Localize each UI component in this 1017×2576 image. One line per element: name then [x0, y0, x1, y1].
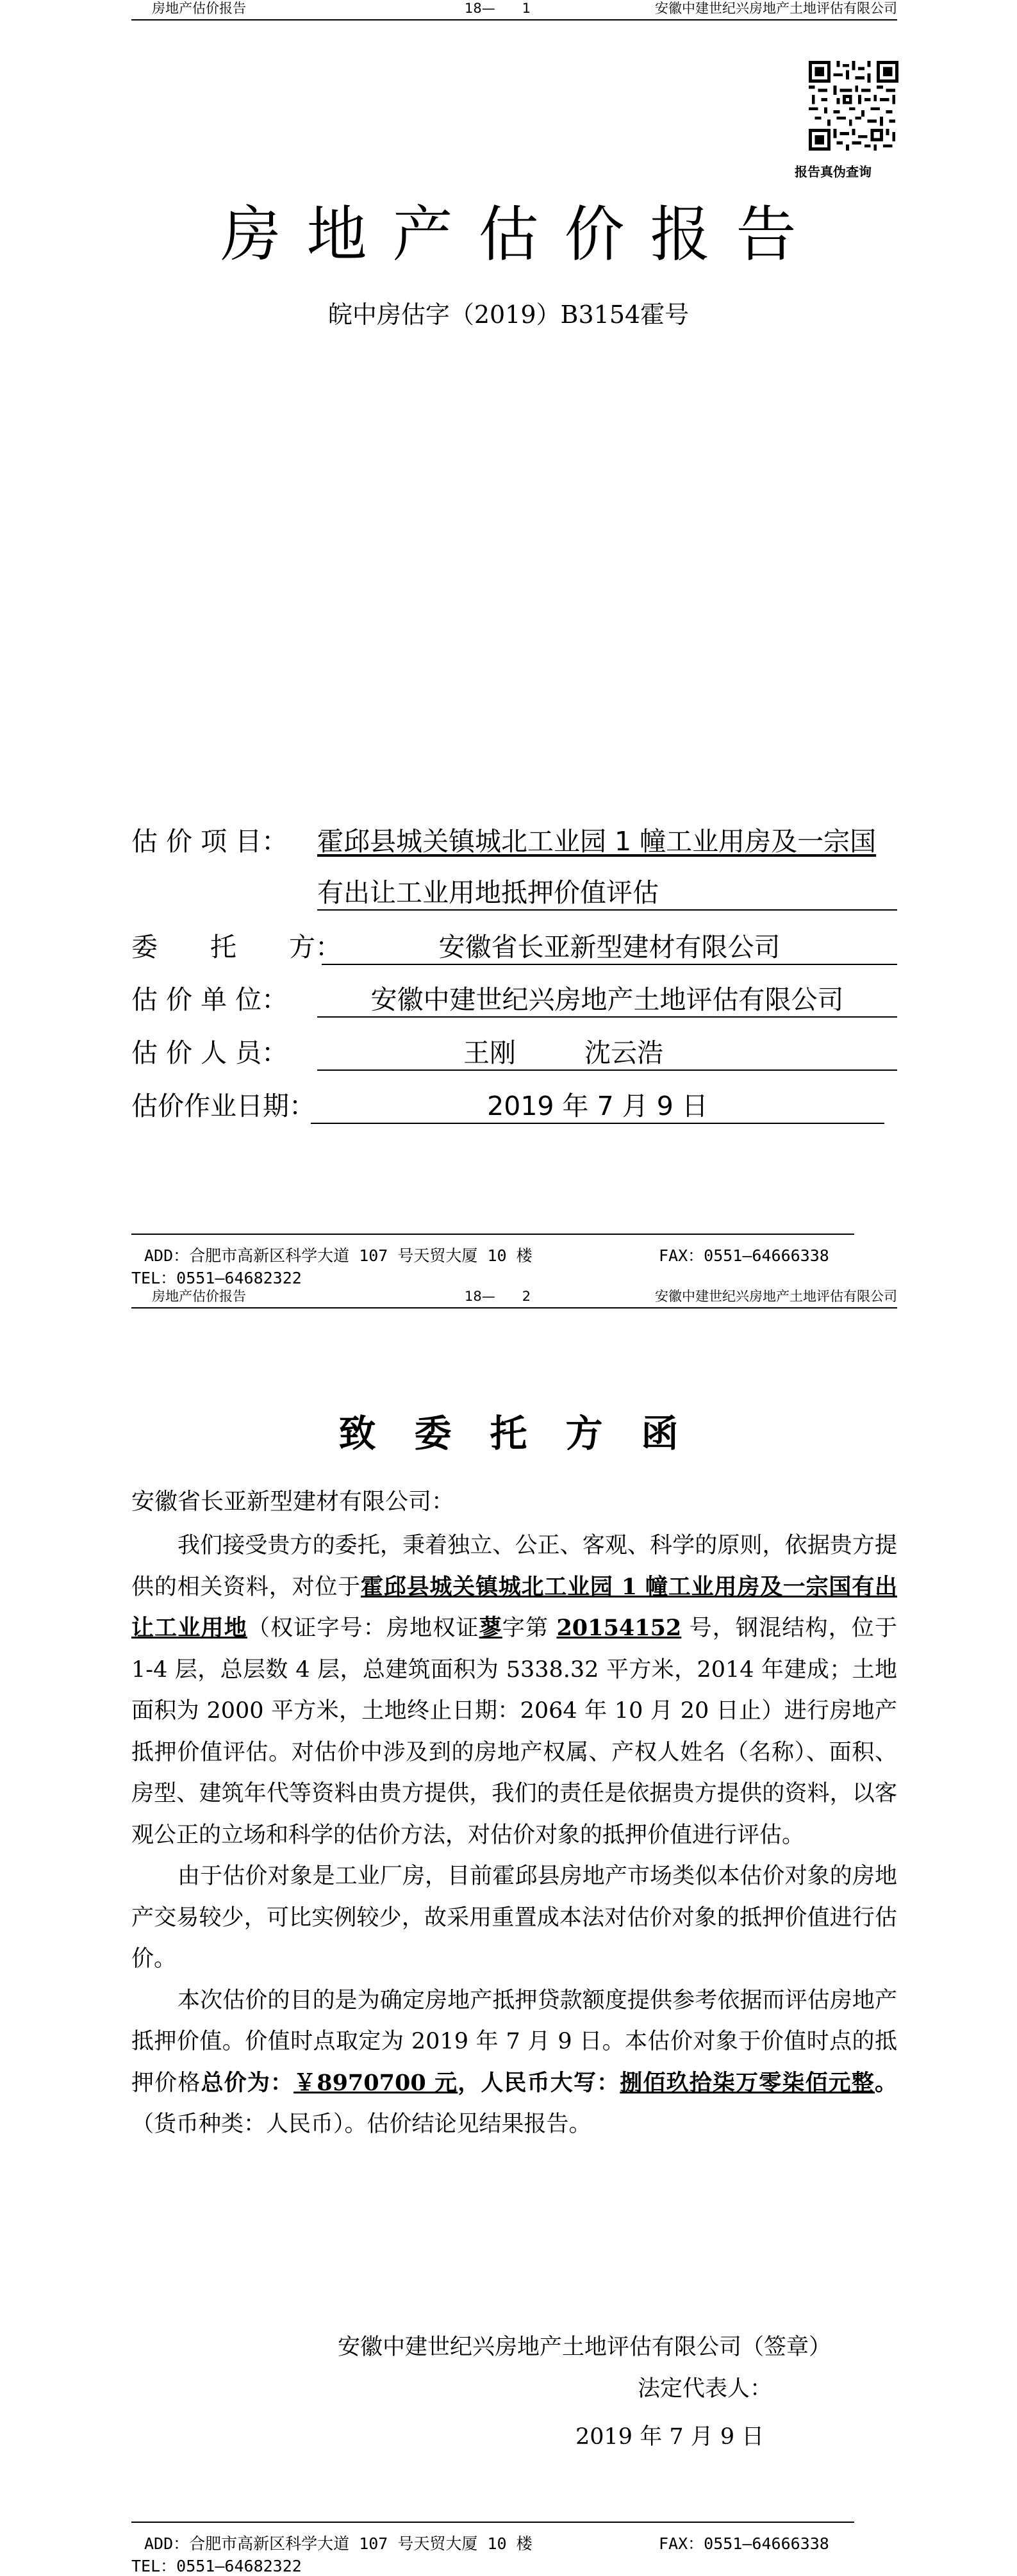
- property-address: 霍邱县城关镇城北工业园 1 幢工业用房及一宗国有出让工业用地: [131, 1573, 897, 1641]
- paragraph-1: [131, 1525, 897, 1856]
- header-right: 安徽中建世纪兴房地产土地评估有限公司: [655, 1289, 897, 1304]
- paragraph-2: 由于估价对象是工业厂房，目前霍邱县房地产市场类似本估价对象的房地产交易较少，可比实例较少，故采用重置成本法对估价对象的抵押价值进行估价。: [131, 1863, 897, 1972]
- footer-tel: TEL：0551—64682322: [131, 1269, 302, 1287]
- footer-address: ADD：合肥市高新区科学大道 107 号天贸大厦 10 楼: [144, 2534, 533, 2553]
- certificate-number: 20154152: [556, 1615, 682, 1641]
- header-page-number: 18— 2: [465, 1289, 531, 1304]
- signature-date: 2019 年 7 月 9 日: [575, 2424, 765, 2450]
- p1-text-1: 我们接受贵方的委托，秉着独立、公正、客观、科学的原则，依据贵方提供的相关资料，对位于: [131, 1533, 897, 1600]
- client-label: 委 托 方：: [131, 932, 342, 962]
- appraiser-name-1: 王刚: [463, 1037, 516, 1068]
- p3-text-2: （货币种类：人民币）。估价结论见结果报告。: [131, 2111, 591, 2137]
- p1-text-2: （权证字号：房地权证: [247, 1615, 479, 1641]
- date-value: 2019 年 7 月 9 日: [311, 1085, 884, 1124]
- qr-caption: 报告真伪查询: [795, 164, 872, 179]
- paragraph-3: [131, 1980, 897, 2145]
- p1-text-3: 字第: [502, 1615, 557, 1641]
- salutation: 安徽省长亚新型建材有限公司：: [131, 1489, 455, 1515]
- client-value: 安徽省长亚新型建材有限公司: [322, 926, 897, 965]
- page-header: [131, 0, 897, 21]
- p3-period: 。: [874, 2069, 897, 2096]
- document-number: 皖中房估字（2019）B3154霍号: [327, 301, 690, 329]
- footer-tel: TEL：0551—64682322: [131, 2557, 302, 2575]
- report-title: 房地产估价报告: [220, 200, 822, 270]
- unit-label: 估 价 单 位：: [131, 984, 288, 1015]
- total-label: 总价为：: [201, 2069, 294, 2096]
- certificate-prefix: 蓼: [479, 1615, 502, 1641]
- rmb-label: ，人民币大写：: [458, 2069, 620, 2096]
- letter-title: 致委托方函: [338, 1412, 717, 1455]
- amount-in-words: 捌佰玖拾柒万零柒佰元整: [620, 2069, 875, 2096]
- p3-text-1: 本次估价的目的是为确定房地产抵押贷款额度提供参考依据而评估房地产抵押价值。价值时点取定为 2019 年 7 月 9 日。本估价对象于价值时点的抵押价格: [131, 1987, 897, 2096]
- total-amount: ￥8970700 元: [294, 2069, 458, 2096]
- project-label: 估 价 项 目：: [131, 826, 288, 857]
- letter-body: [131, 1525, 897, 2145]
- signature-company: 安徽中建世纪兴房地产土地评估有限公司（签章）: [338, 2334, 832, 2360]
- p1-text-4: 号，钢混结构，位于 1-4 层，总层数 4 层，总建筑面积为 5338.32 平方米，2014 年建成；土地面积为 2000 平方米，土地终止日期：2064 年 10 月 20 日止）进行房地产抵押价值评估。对估价中涉及到的房地产权属、产权人姓名（名称）、面积、房型、建筑年代等资料由贵方提供，我们的责任是依据贵方提供的资料，以客观公正的立场和科学的估价方法，对估价对象的抵押价值进行评估。: [131, 1615, 897, 1848]
- appraiser-name-2: 沈云浩: [584, 1037, 663, 1068]
- unit-value: 安徽中建世纪兴房地产土地评估有限公司: [317, 978, 897, 1018]
- qr-code-icon[interactable]: [809, 61, 898, 151]
- header-right: 安徽中建世纪兴房地产土地评估有限公司: [655, 1, 897, 16]
- footer-address: ADD：合肥市高新区科学大道 107 号天贸大厦 10 楼: [144, 1246, 533, 1265]
- date-label: 估价作业日期：: [131, 1091, 315, 1121]
- appraiser-label: 估 价 人 员：: [131, 1037, 288, 1068]
- footer-divider: [131, 1234, 854, 1235]
- legal-representative: 法定代表人：: [638, 2376, 773, 2402]
- letter-to-client-page: [0, 1288, 1017, 2576]
- footer-fax: FAX：0551—64666338: [659, 1246, 829, 1265]
- header-left: 房地产估价报告: [152, 1, 246, 16]
- footer-divider: [131, 2522, 854, 2523]
- page-header: [131, 1288, 897, 1309]
- project-value-line2: 有出让工业用地抵押价值评估: [317, 871, 897, 911]
- project-value-line1: 霍邱县城关镇城北工业园 1 幢工业用房及一宗国: [317, 826, 877, 857]
- appraiser-value: [317, 1032, 897, 1071]
- header-page-number: 18— 1: [465, 1, 531, 16]
- header-left: 房地产估价报告: [152, 1289, 246, 1304]
- footer-fax: FAX：0551—64666338: [659, 2534, 829, 2553]
